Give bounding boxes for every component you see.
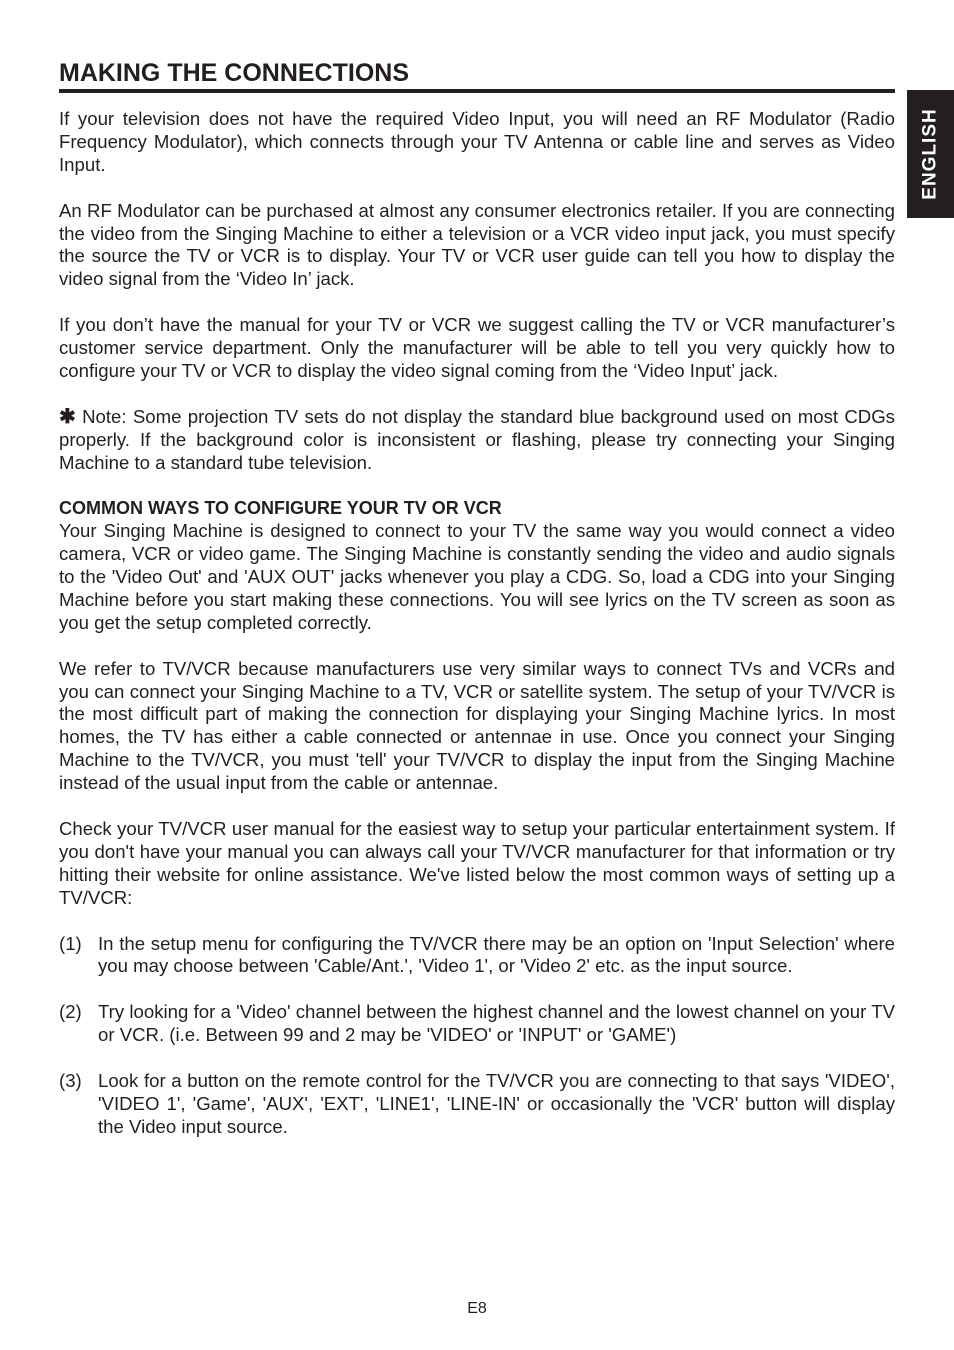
rf-modulator-paragraph: An RF Modulator can be purchased at almost any consumer electronics retailer. If you are connecting the video from the Singing Machine to either a television or a VCR video input jack, you must specify the source the TV or VCR is to display. Your TV or VCR user guide can tell you how to display the video signal from the ‘Video In’ jack. — [59, 199, 895, 290]
list-item-number: (3) — [59, 1069, 82, 1091]
list-item-text: Look for a button on the remote control for the TV/VCR you are connecting to that says 'VIDEO', 'VIDEO 1', 'Game', 'AUX', 'EXT', 'LINE1', 'LINE-IN' or occasionally the 'VCR' button will display the Video input source. — [98, 1069, 895, 1137]
list-item-number: (2) — [59, 1001, 82, 1023]
main-content — [59, 108, 895, 1162]
language-tab-label: ENGLISH — [919, 108, 941, 200]
section-paragraph: Your Singing Machine is designed to connect to your TV the same way you would connect a video camera, VCR or video game. The Singing Machine is constantly sending the video and audio signals to the 'Video Out' and 'AUX OUT' jacks whenever you play a CDG. So, load a CDG into your Singing Machine before you start making these connections. You will see lyrics on the TV screen as soon as you get the setup completed correctly. — [59, 520, 895, 633]
asterisk-icon: ✱ — [59, 405, 76, 428]
list-item — [59, 933, 895, 979]
list-item-number: (1) — [59, 932, 82, 954]
manual-paragraph: If you don’t have the manual for your TV or VCR we suggest calling the TV or VCR manufacturer’s customer service department. Only the manufacturer will be able to tell you very quickly how to configure your TV or VCR to display the video signal coming from the ‘Video Input’ jack. — [59, 314, 895, 381]
list-item-text: Try looking for a 'Video' channel between the highest channel and the lowest channel on your TV or VCR. (i.e. Between 99 and 2 may be 'VIDEO' or 'INPUT' or 'GAME') — [98, 1001, 895, 1046]
intro-paragraph: If your television does not have the required Video Input, you will need an RF Modulator (Radio Frequency Modulator), which connects through your TV Antenna or cable line and serves as Video Input. — [59, 108, 895, 175]
note-text: Note: Some projection TV sets do not display the standard blue background used on most CDGs properly. If the background color is inconsistent or flashing, please try connecting your Singing Machine to a standard tube television. — [59, 405, 895, 473]
page-number: E8 — [467, 1300, 487, 1317]
note-paragraph — [59, 406, 895, 475]
list-item — [59, 1001, 895, 1047]
page-title: MAKING THE CONNECTIONS — [59, 58, 895, 93]
list-item — [59, 1070, 895, 1139]
section-paragraph: We refer to TV/VCR because manufacturers use very similar ways to connect TVs and VCRs and you can connect your Singing Machine to a TV, VCR or satellite system. The setup of your TV/VCR is the most difficult part of making the connection for displaying your Singing Machine lyrics. In most homes, the TV has either a cable connected or antennae in use. Once you connect your Singing Machine to the TV/VCR, you must 'tell' your TV/VCR to display the input from the Singing Machine instead of the usual input from the cable or antennae. — [59, 657, 895, 794]
section-heading: COMMON WAYS TO CONFIGURE YOUR TV OR VCR — [59, 498, 502, 519]
language-tab — [907, 90, 954, 218]
list-item-text: In the setup menu for configuring the TV/VCR there may be an option on 'Input Selection' where you may choose between 'Cable/Ant.', 'Video 1', or 'Video 2' etc. as the input source. — [98, 932, 895, 977]
section-paragraph: Check your TV/VCR user manual for the easiest way to setup your particular entertainment system. If you don't have your manual you can always call your TV/VCR manufacturer for that information or try hitting their website for online assistance. We've listed below the most common ways of setting up a TV/VCR: — [59, 818, 895, 908]
